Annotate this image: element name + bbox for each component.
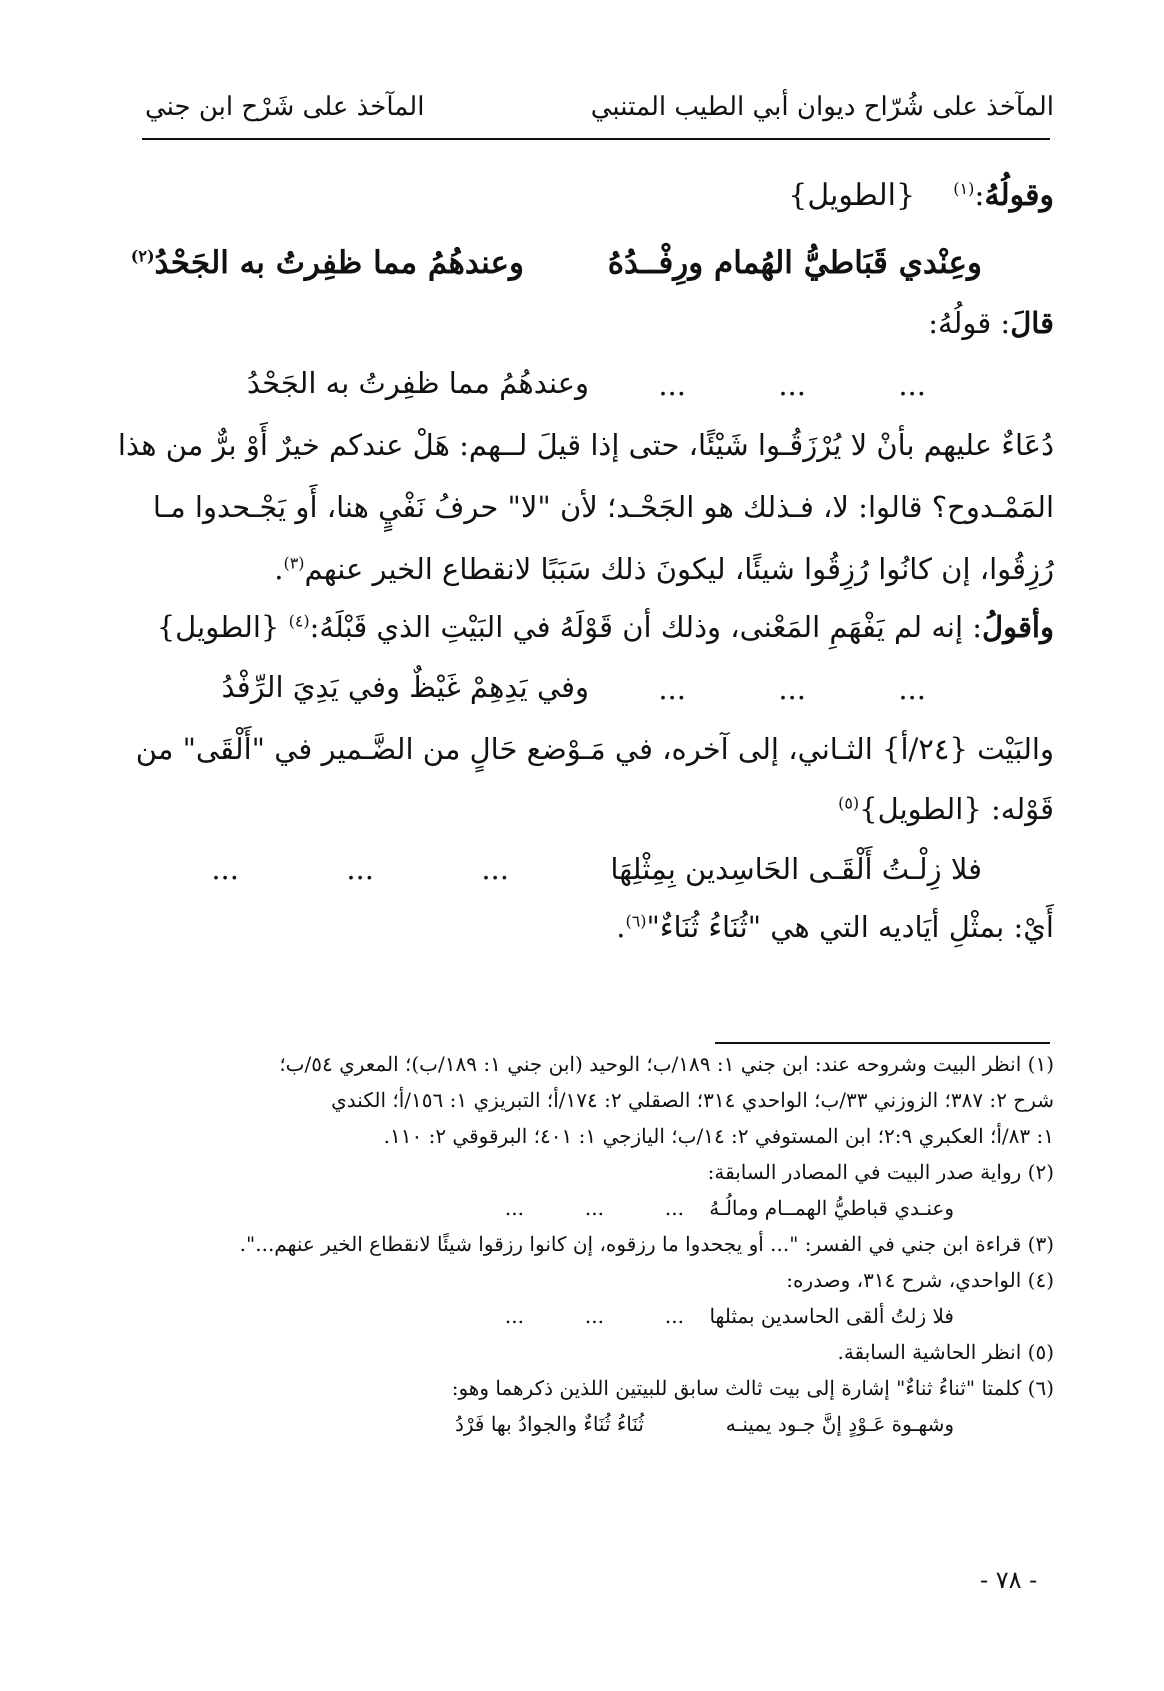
footnote-3: (٣) قراءة ابن جني في الفسر: "... أو يجحدوا ما رزقوه، إن كانوا رزقوا شيئًا لانقطاع الخير عنهم...". [239, 1232, 1054, 1256]
paragraph-line [274, 552, 1054, 586]
intro-line [788, 178, 1054, 213]
verse-3-first-hemistich: فلا زِلْـتُ أَلْقَـى الحَاسِدين بِمِثْلِهَا [610, 852, 982, 886]
footnote-ref: (٥) [838, 793, 860, 813]
footnote-2-line: (٢) رواية صدر البيت في المصادر السابقة: [707, 1160, 1054, 1184]
aqulu-word: وأقولُ [982, 610, 1054, 644]
footnote-ref: (٦) [625, 911, 647, 931]
paragraph-line: والبَيْت {٢٤/أ} الثـاني، إلى آخره، في مَـوْضع حَالٍ من الضَّـمير في "أَلْقَى" من [135, 732, 1054, 766]
page-number: - ٧٨ - [980, 1566, 1038, 1594]
dots: ... [211, 852, 239, 886]
paragraph-line [838, 792, 1054, 826]
footnote-1-line: (١) انظر البيت وشروحه عند: ابن جني ١: ١٨٩/ب؛ الوحيد (ابن جني ١: ١٨٩/ب)؛ المعري ٥٤/ب؛ [279, 1052, 1054, 1076]
intro-colon: : [974, 178, 985, 213]
dots: ... [658, 368, 686, 402]
running-header-right: المآخذ على شُرّاح ديوان أبي الطيب المتنبي [590, 92, 1054, 122]
footnote-2-verse: وعنـدي قباطيُّ الهمــام ومالُـهُ [709, 1196, 954, 1220]
paragraph-line [157, 610, 1054, 644]
dots: ... [898, 672, 926, 706]
qala-line [928, 306, 1054, 340]
footnote-1-line: ١: ٨٣/أ؛ العكبري ٢:٩؛ ابن المستوفي ٢: ١٤/ب؛ اليازجي ١: ٤٠١؛ البرقوقي ٢: ١١٠. [383, 1124, 1054, 1148]
period: . [274, 552, 284, 586]
paragraph-line: المَمْـدوح؟ قالوا: لا، فـذلك هو الجَحْـد؛ لأن "لا" حرفُ نَفْيٍ هنا، أَو يَجْـحدوا مـا [152, 490, 1054, 524]
dots: ... [584, 1196, 604, 1220]
footnote-ref: (١) [953, 179, 975, 198]
qala-word: قالَ [1010, 306, 1054, 340]
dots: ... [658, 672, 686, 706]
meter-label: {الطويل} [859, 792, 982, 826]
meter-label: {الطويل} [156, 610, 280, 644]
quoted-phrase: "ثُنَاءُ ثُنَاءٌ" [646, 910, 762, 944]
running-header-left: المآخذ على شَرْح ابن جني [145, 92, 425, 122]
footnote-ref: (٤) [288, 611, 310, 631]
dots: ... [504, 1196, 524, 1220]
dots: ... [778, 368, 806, 402]
verse-2-second-hemistich: وفي يَدِهِمْ غَيْظٌ وفي يَدِيَ الرِّفْدُ [221, 670, 589, 704]
verse-1-second-hemistich [131, 245, 524, 281]
quoted-hemistich: وعندهُمُ مما ظفِرتُ به الجَحْدُ [246, 366, 589, 400]
dots: ... [664, 1304, 684, 1328]
intro-word: وقولُهُ [984, 178, 1054, 213]
footnote-1-line: شرح ٢: ٣٨٧؛ الزوزني ٣٣/ب؛ الواحدي ٣١٤؛ الصقلي ٢: ١٧٤/أ؛ التبريزي ١: ١٥٦/أ؛ الكندي [331, 1088, 1054, 1112]
period: . [616, 910, 626, 944]
footnote-6-line: (٦) كلمتا "ثناءُ ثناءٌ" إشارة إلى بيت ثالث سابق للبيتين اللذين ذكرهما وهو: [451, 1376, 1054, 1400]
dots: ... [898, 368, 926, 402]
paragraph-line: دُعَاءٌ عليهم بأنْ لا يُرْزَقُـوا شَيْئًا، حتى إذا قيلَ لــهم: هَلْ عندكم خيرٌ أَوْ برٌّ من هذا [117, 428, 1054, 462]
paragraph-text: أَيْ: بمثْلِ أيَاديه التي هي [770, 910, 1054, 944]
paragraph-text: رُزِقُوا، إن كانُوا رُزِقُوا شيئًا، ليكونَ ذلك سَبَبًا لانقطاع الخير عنهم [304, 552, 1054, 586]
footnote-4-line: (٤) الواحدي، شرح ٣١٤، وصدره: [786, 1268, 1054, 1292]
dots: ... [504, 1304, 524, 1328]
footnote-6-verse-second: ثُنَاءُ ثُنَاءٌ والجوادُ بها فَرْدُ [454, 1412, 644, 1436]
verse-1-second-text: وعندهُمُ مما ظفِرتُ به الجَحْدُ [154, 245, 524, 281]
verse-1-first-hemistich: وعِنْدي قَبَاطيُّ الهُمام ورِفْــدُهُ [607, 245, 982, 281]
footnote-rule [715, 1042, 1050, 1044]
paragraph-line [616, 910, 1054, 944]
paragraph-text: قَوْله: [991, 792, 1054, 826]
dots: ... [664, 1196, 684, 1220]
footnote-ref: (٢) [130, 246, 155, 266]
footnote-4-verse: فلا زلتُ ألقى الحاسدين بمثلها [709, 1304, 954, 1328]
dots: ... [778, 672, 806, 706]
dots: ... [584, 1304, 604, 1328]
footnote-ref: (٣) [283, 553, 305, 573]
qala-rest: : قولُهُ: [928, 306, 1011, 340]
meter-label: {الطويل} [788, 178, 916, 213]
dots: ... [481, 852, 509, 886]
footnote-6-verse-first: وشهـوة عَـوْدٍ إنَّ جـود يمينـه [725, 1412, 954, 1436]
header-rule [142, 138, 1050, 140]
paragraph-text: : إنه لم يَفْهَمِ المَعْنى، وذلك أن قَوْلَهُ في البَيْتِ الذي قَبْلَهُ: [309, 610, 983, 644]
footnote-5: (٥) انظر الحاشية السابقة. [837, 1340, 1054, 1364]
dots: ... [346, 852, 374, 886]
